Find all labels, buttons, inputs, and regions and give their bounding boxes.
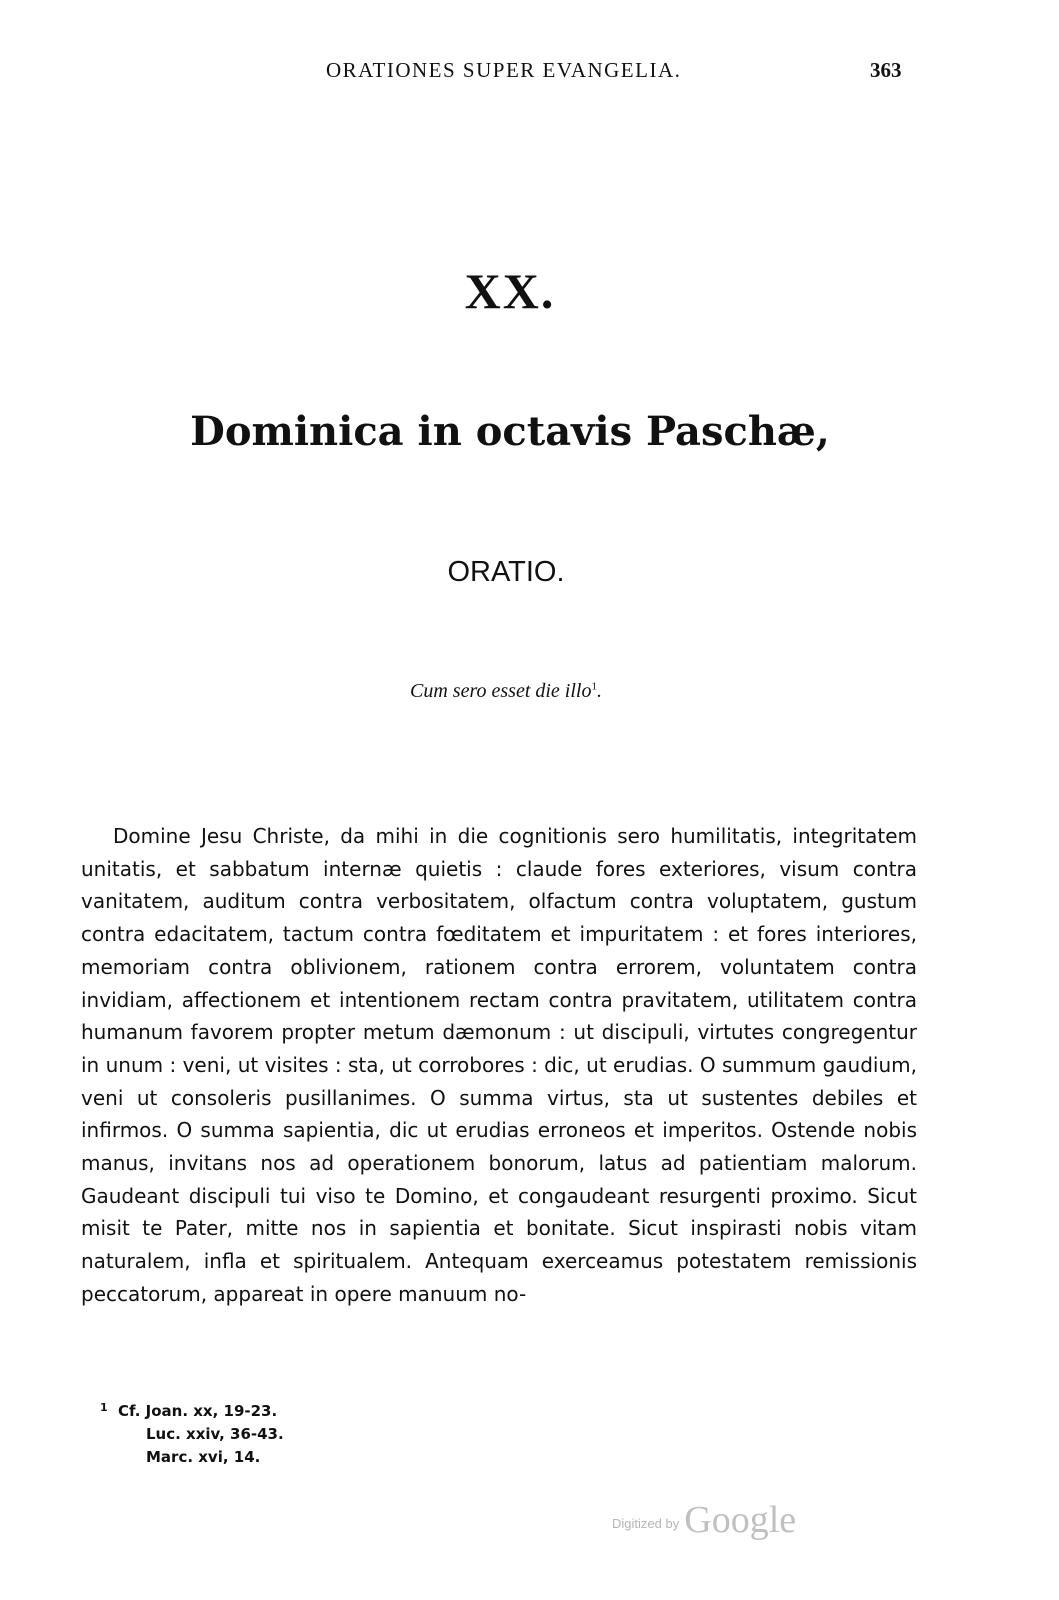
incipit-end: . <box>596 680 602 702</box>
footnote-line-text: Cf. Joan. xx, 19-23. <box>118 1402 278 1420</box>
running-head <box>0 58 1059 88</box>
footnotes <box>100 1400 500 1469</box>
prayer-body-text: Domine Jesu Christe, da mihi in die cognitionis sero humilitatis, integritatem unitatis, et sabbatum internæ quietis : claude fores exteriores, visum contra vanitatem, auditum contra verbositatem, olfactum contra voluptatem, gustum contra edacitatem, tactum contra fœditatem et impuritatem : et fores interiores, memoriam contra oblivionem, rationem contra errorem, voluntatem contra invidiam, affectionem et intentionem rectam contra pravitatem, utilitatem contra humanum favorem propter metum dæmonum : ut discipuli, virtutes congregentur in unum : veni, ut visites : sta, ut corrobores : dic, ut erudias. O summum gaudium, veni ut consoleris pusillanimes. O summa virtus, sta ut sustentes debiles et infirmos. O summa sapientia, dic ut erudias erroneos et imperitos. Ostende nobis manus, invitans nos ad operationem bonorum, latus ad patientiam malorum. Gaudeant discipuli tui viso te Domino, et congaudeant resurgenti proximo. Sicut misit te Pater, mitte nos in sapientia et bonitate. Sicut inspirasti nobis vitam naturalem, infla et spiritualem. Antequam exerceamus potestatem remissionis peccatorum, appareat in opere manuum no- <box>81 824 917 1306</box>
footnote-line <box>100 1423 500 1446</box>
footnote-line <box>100 1400 500 1423</box>
incipit-footnote-ref: 1 <box>591 680 597 693</box>
digitization-watermark <box>612 1498 832 1548</box>
page-number: 363 <box>870 58 902 82</box>
footnote-line-text: Marc. xvi, 14. <box>146 1448 261 1466</box>
footnote-line-text: Luc. xxiv, 36-43. <box>146 1425 284 1443</box>
watermark-prefix: Digitized by <box>612 1516 680 1531</box>
incipit <box>0 680 1012 703</box>
chapter-number: XX. <box>464 263 556 319</box>
prayer-label: ORATIO. <box>447 556 565 588</box>
running-title: ORATIONES SUPER EVANGELIA. <box>326 58 682 82</box>
footnote-marker: 1 <box>100 1401 108 1414</box>
google-logo: Google <box>684 1499 797 1541</box>
incipit-text: Cum sero esset die illo <box>410 680 592 702</box>
section-title: Dominica in octavis Paschæ, <box>190 408 830 455</box>
footnote-line <box>100 1446 500 1469</box>
